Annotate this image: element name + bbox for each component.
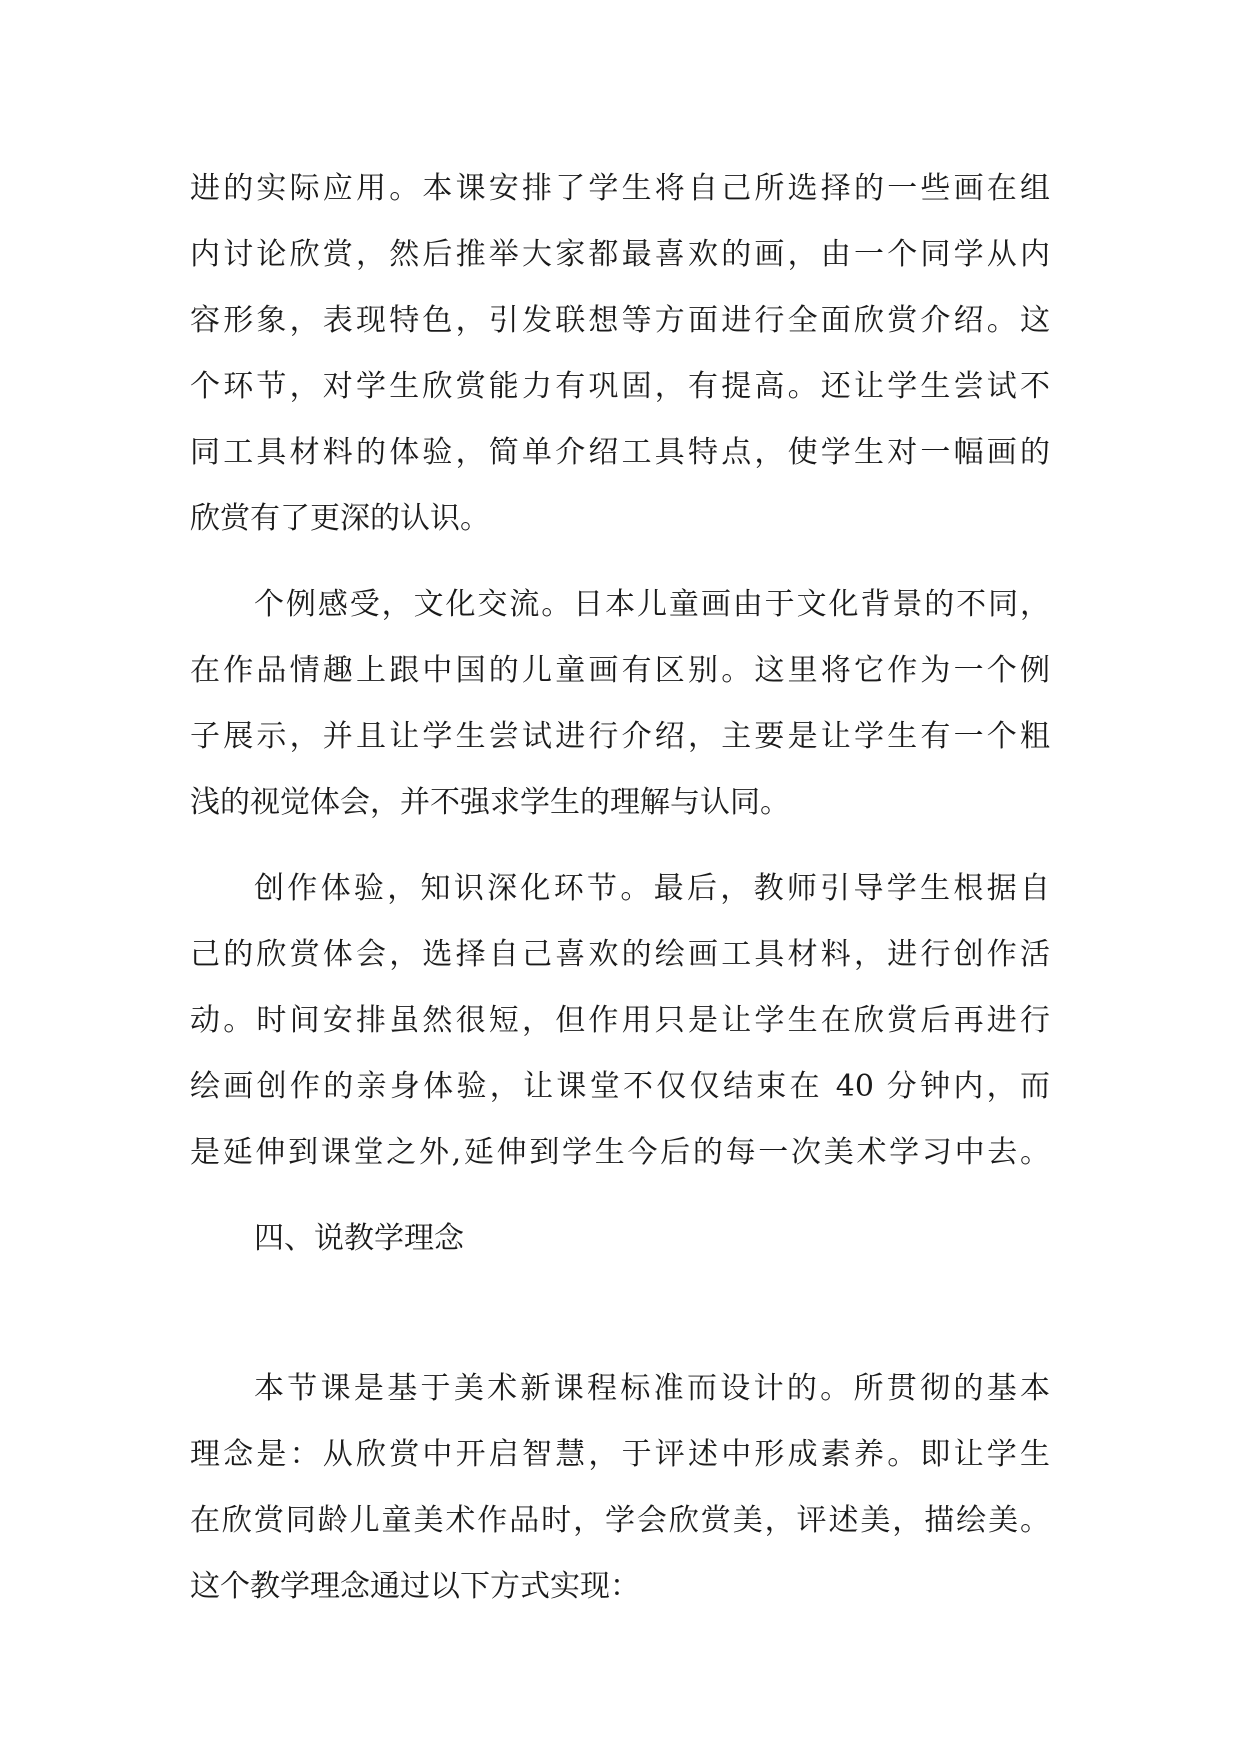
paragraph-line: 个环节，对学生欣赏能力有巩固，有提高。还让学生尝试不 bbox=[190, 369, 1050, 404]
paragraph-activity-appreciation bbox=[190, 156, 1050, 552]
paragraph-line: 子展示，并且让学生尝试进行介绍，主要是让学生有一个粗 bbox=[190, 719, 1050, 754]
paragraph-teaching-philosophy bbox=[190, 1356, 1050, 1620]
paragraph-line: 进的实际应用。本课安排了学生将自己所选择的一些画在组 bbox=[190, 171, 1050, 206]
paragraph-line: 是延伸到课堂之外,延伸到学生今后的每一次美术学习中去。 bbox=[190, 1135, 1050, 1170]
paragraph-line: 容形象，表现特色，引发联想等方面进行全面欣赏介绍。这 bbox=[190, 303, 1050, 338]
paragraph-line: 欣赏有了更深的认识。 bbox=[190, 501, 490, 536]
section-heading-text: 四、说教学理念 bbox=[254, 1221, 464, 1256]
paragraph-cultural-exchange bbox=[190, 572, 1050, 836]
paragraph-line: 理念是：从欣赏中开启智慧，于评述中形成素养。即让学生 bbox=[190, 1437, 1050, 1472]
paragraph-line: 在作品情趣上跟中国的儿童画有区别。这里将它作为一个例 bbox=[190, 653, 1050, 688]
paragraph-line: 己的欣赏体会，选择自己喜欢的绘画工具材料，进行创作活 bbox=[190, 937, 1050, 972]
paragraph-line: 内讨论欣赏，然后推举大家都最喜欢的画，由一个同学从内 bbox=[190, 237, 1050, 272]
paragraph-line: 浅的视觉体会，并不强求学生的理解与认同。 bbox=[190, 785, 790, 820]
paragraph-line: 同工具材料的体验，简单介绍工具特点，使学生对一幅画的 bbox=[190, 435, 1050, 470]
paragraph-line: 创作体验，知识深化环节。最后，教师引导学生根据自 bbox=[254, 871, 1050, 906]
paragraph-line: 本节课是基于美术新课程标准而设计的。所贯彻的基本 bbox=[254, 1371, 1050, 1406]
paragraph-line: 在欣赏同龄儿童美术作品时，学会欣赏美，评述美，描绘美。 bbox=[190, 1503, 1050, 1538]
paragraph-line: 绘画创作的亲身体验，让课堂不仅仅结束在 40 分钟内，而 bbox=[190, 1069, 1050, 1104]
paragraph-line: 这个教学理念通过以下方式实现： bbox=[190, 1569, 640, 1604]
paragraph-creative-experience bbox=[190, 856, 1050, 1186]
paragraph-line: 个例感受，文化交流。日本儿童画由于文化背景的不同， bbox=[254, 587, 1050, 622]
paragraph-line: 动。时间安排虽然很短，但作用只是让学生在欣赏后再进行 bbox=[190, 1003, 1050, 1038]
section-heading bbox=[190, 1206, 1050, 1272]
